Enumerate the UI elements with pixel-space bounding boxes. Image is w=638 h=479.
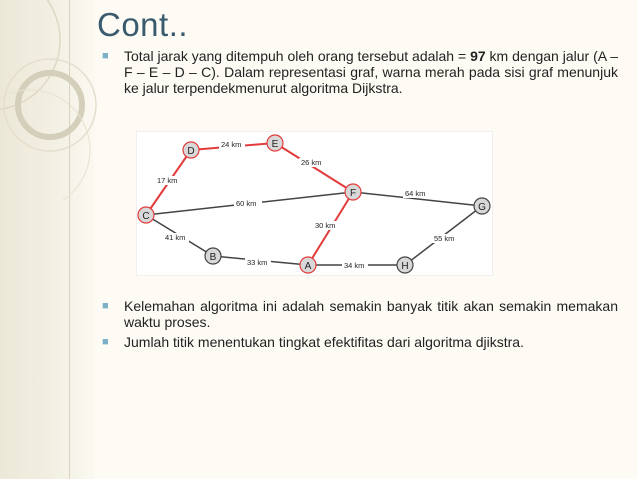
bullet-text: Jumlah titik menentukan tingkat efektifitas dari algoritma djikstra.: [124, 334, 524, 350]
bullet-item: [102, 48, 618, 118]
edge-label-d-c: 17 km: [157, 176, 178, 185]
edge-label-c-f: 60 km: [236, 199, 257, 208]
node-label-d: D: [187, 146, 195, 157]
node-label-a: A: [304, 261, 312, 272]
decorative-circles: [0, 0, 110, 200]
bullet-icon: ■: [102, 336, 109, 348]
node-label-g: G: [478, 202, 486, 213]
edge-label-a-h: 34 km: [344, 261, 365, 270]
slide-title: Cont..: [97, 6, 189, 43]
bullet-icon: ■: [102, 300, 109, 312]
edge-label-d-e: 24 km: [221, 140, 242, 149]
edge-label-f-g: 64 km: [405, 189, 426, 198]
bullet-icon: ■: [102, 50, 109, 62]
node-label-c: C: [142, 211, 150, 222]
node-label-h: H: [401, 261, 409, 272]
node-label-e: E: [271, 139, 279, 150]
bullet-text: Total jarak yang ditempuh oleh orang tersebut adalah = 97 km dengan jalur (A – F – E – D – C). Dalam representasi graf, warna merah pada sisi graf menunjuk ke jalur terpendekmenurut algoritma Dijkstra.: [124, 48, 619, 96]
edge-label-f-a: 30 km: [315, 221, 336, 230]
edge-label-g-h: 55 km: [434, 234, 455, 243]
bullet-item: [102, 334, 618, 354]
node-label-b: B: [209, 252, 217, 263]
node-label-f: F: [349, 188, 357, 199]
graph-figure: [136, 131, 493, 276]
bullet-item: [102, 298, 618, 334]
edge-label-c-b: 41 km: [165, 233, 186, 242]
edge-label-e-f: 26 km: [301, 158, 322, 167]
bullet-text: Kelemahan algoritma ini adalah semakin banyak titik akan semakin memakan waktu proses.: [124, 298, 618, 330]
edge-label-b-a: 33 km: [247, 258, 268, 267]
